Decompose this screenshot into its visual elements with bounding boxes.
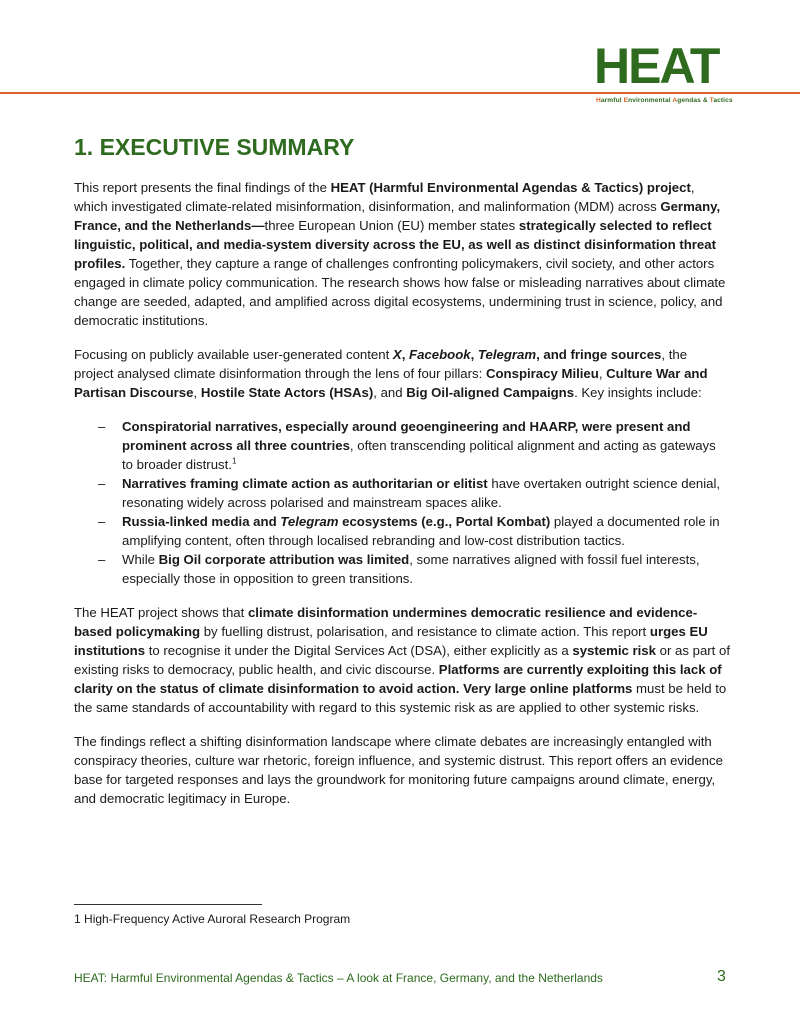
text-run: , and <box>373 385 407 400</box>
heat-logo <box>592 40 742 110</box>
logo-subtitle: Harmful Environmental Agendas & Tactics <box>596 97 733 104</box>
text-run: three European Union (EU) member states <box>264 218 519 233</box>
text-run: The findings reflect a shifting disinformation landscape where climate debates are increasingly entangled with conspiracy theories, culture war rhetoric, foreign influence, and systemic distrust. This report offers an evidence base for targeted responses and lays the groundwork for monitoring future campaigns around climate, energy, and democratic legitimacy in Europe. <box>74 734 723 806</box>
text-run: . Key insights include: <box>574 385 702 400</box>
text-run-bold: urges EU institutions <box>74 624 708 658</box>
text-run: , <box>598 366 607 381</box>
text-run-bold: Conspiratorial narratives, especially around geoengineering and HAARP, were present and prominent across all three countries <box>122 419 691 453</box>
footnote-text: High-Frequency Active Auroral Research Program <box>80 912 351 926</box>
text-run: , which investigated climate-related misinformation, disinformation, and malinformation (MDM) across <box>74 180 695 214</box>
text-run: , some narratives aligned with fossil fuel interests, especially those in opposition to green transitions. <box>122 552 700 586</box>
text-run-bold-italic: Facebook <box>409 347 471 362</box>
body-content <box>74 178 730 823</box>
text-run: This report presents the final findings of the <box>74 180 331 195</box>
text-run-bold: climate disinformation undermines democratic resilience and evidence-based policymaking <box>74 605 698 639</box>
text-run-bold: , <box>401 347 410 362</box>
page-footer: HEAT: Harmful Environmental Agendas & Tactics – A look at France, Germany, and the Netherlands <box>74 971 603 985</box>
list-item <box>74 417 730 474</box>
text-run-bold-italic: X <box>392 347 402 362</box>
paragraph-conclusion <box>74 732 730 808</box>
bullet-dash: – <box>98 419 106 434</box>
text-run-bold: strategically selected to reflect linguistic, political, and media-system diversity across the EU, as well as distinct disinformation threat profiles. <box>74 218 716 271</box>
text-run-bold: ecosystems (e.g., Portal Kombat) <box>338 514 551 529</box>
text-run-bold: Conspiracy Milieu <box>485 366 599 381</box>
list-item <box>74 474 730 512</box>
text-run: Together, they capture a range of challenges confronting policymakers, civil society, and other actors engaged in climate policy communication. The research shows how false or misleading narratives about climate change are seeded, adapted, and amplified across digital ecosystems, undermining trust in science, policy, and democratic institutions. <box>74 256 726 328</box>
bullet-dash: – <box>98 514 106 529</box>
text-run: or as part of existing risks to democracy, public health, and civic discourse. <box>74 643 731 677</box>
bullet-dash: – <box>98 552 106 567</box>
footnote <box>74 911 350 927</box>
text-run-bold-italic: Telegram <box>280 514 339 529</box>
list-item <box>74 550 730 588</box>
text-run-bold: Culture War and Partisan Discourse <box>74 366 708 400</box>
text-run-bold: Germany, France, and the Netherlands— <box>74 199 721 233</box>
text-run-bold: HEAT (Harmful Environmental Agendas & Tactics) project <box>330 180 691 195</box>
text-run: to recognise it under the Digital Services Act (DSA), either explicitly as a <box>145 643 573 658</box>
bullet-dash: – <box>98 476 106 491</box>
text-run: , the project analysed climate disinformation through the lens of four pillars: <box>74 347 688 381</box>
text-run-bold: , and fringe sources <box>536 347 662 362</box>
list-item <box>74 512 730 550</box>
footnote-reference[interactable]: 1 <box>231 456 237 466</box>
text-run-bold: Big Oil corporate attribution was limited <box>158 552 410 567</box>
text-run: , often transcending political alignment and acting as gateways to broader distrust. <box>122 438 716 472</box>
text-run-bold: , <box>470 347 478 362</box>
logo-wordmark: HEAT <box>594 38 719 94</box>
paragraph-intro <box>74 178 730 330</box>
key-insights-list <box>74 417 730 588</box>
text-run-bold: Narratives framing climate action as authoritarian or elitist <box>122 476 488 491</box>
footnote-mark: 1 <box>74 912 81 926</box>
text-run-bold: Big Oil-aligned Campaigns <box>406 385 575 400</box>
paragraph-focus <box>74 345 730 402</box>
paragraph-recommendations <box>74 603 730 717</box>
text-run-bold: systemic risk <box>572 643 656 658</box>
text-run-bold: Platforms are currently exploiting this lack of clarity on the status of climate disinformation to avoid action. Very large online platforms <box>74 662 722 696</box>
text-run: The HEAT project shows that <box>74 605 248 620</box>
text-run: Focusing on publicly available user-generated content <box>74 347 393 362</box>
text-run-bold: Hostile State Actors (HSAs) <box>200 385 374 400</box>
page-title: 1. EXECUTIVE SUMMARY <box>74 134 355 160</box>
text-run: by fuelling distrust, polarisation, and resistance to climate action. This report <box>200 624 650 639</box>
page-number: 3 <box>717 968 726 985</box>
text-run-bold-italic: Telegram <box>477 347 537 362</box>
footnote-separator <box>74 904 262 905</box>
text-run: have overtaken outright science denial, resonating widely across polarised and mainstream spaces alike. <box>122 476 721 510</box>
text-run: played a documented role in amplifying content, often through localised rebranding and low-cost distribution tactics. <box>122 514 720 548</box>
text-run-bold: Russia-linked media and <box>122 514 281 529</box>
text-run: , <box>193 385 201 400</box>
text-run: must be held to the same standards of accountability with regard to this systemic risk as are applied to other systemic risks. <box>74 681 727 715</box>
text-run: While <box>122 552 159 567</box>
